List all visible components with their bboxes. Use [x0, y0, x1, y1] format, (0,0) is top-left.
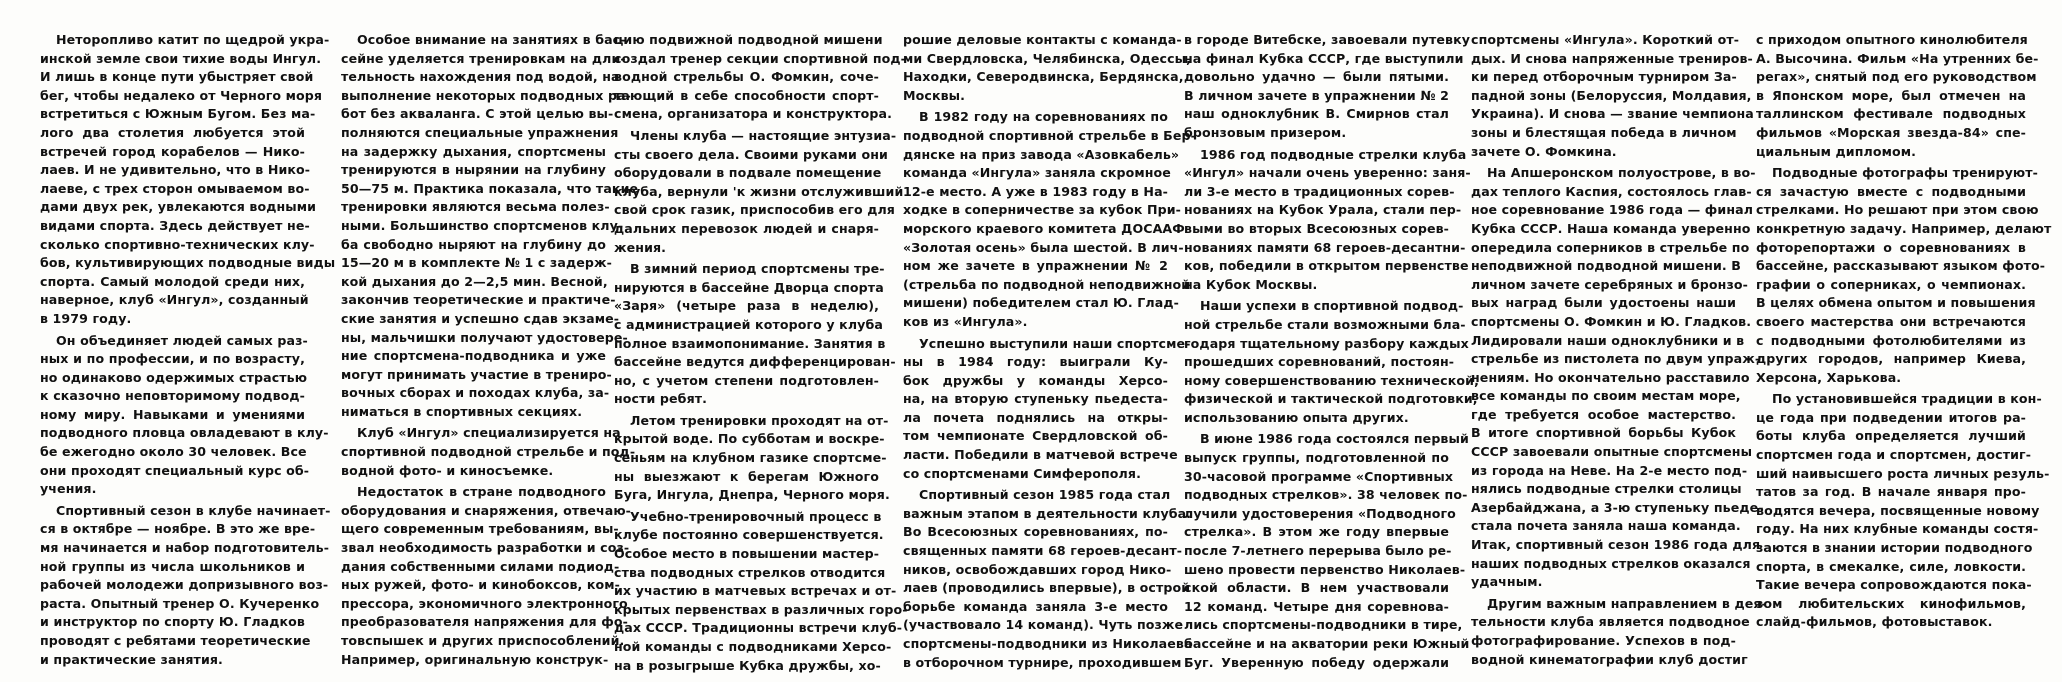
text-line: В зимний период спортсмены тре- — [630, 261, 885, 277]
text-line: фоторепортажи о соревнованиях в — [1756, 239, 2026, 255]
text-line: на, на вторую ступеньку пьедеста- — [903, 391, 1168, 407]
text-line: лись спортсмены-подводники в тире, — [1184, 617, 1463, 633]
text-line: спортсмен года и спортсмен, достиг- — [1756, 447, 2032, 463]
text-line: видами спорта. Здесь действует не- — [40, 217, 310, 233]
text-line: на финал Кубка СССР, где выступили — [1184, 50, 1464, 66]
text-line: В личном зачете в упражнении № 2 — [1184, 87, 1449, 103]
text-line: прессора, экономичного электронного — [341, 595, 628, 611]
text-line: бот без акваланга. С этой целью вы- — [341, 106, 614, 122]
text-line: наш одноклубник В. Смирнов стал — [1184, 106, 1449, 122]
text-line: команда «Ингула» заняла скромное — [903, 165, 1171, 181]
text-line: «Заря» (четыре раза в неделю), — [614, 298, 879, 314]
text-line: спорта, в смекалке, силе, ловкости. — [1756, 558, 2026, 574]
text-line: бассейне, рассказывают языком фото- — [1756, 258, 2046, 274]
text-line: 1986 год подводные стрелки клуба — [1200, 146, 1467, 162]
text-line: звал необходимость разработки и соз- — [341, 540, 630, 556]
text-line: зачете О. Фомкина. — [1471, 143, 1617, 159]
text-line: с подводными фотолюбителями из — [1756, 332, 2026, 348]
text-line: 15—20 м в комплекте № 1 с задерж- — [341, 255, 612, 271]
text-line: бег, чтобы недалеко от Черного моря — [40, 87, 323, 103]
paragraph — [1756, 31, 2039, 161]
text-line: довольно удачно — были пятыми. — [1184, 69, 1449, 85]
paragraph — [903, 31, 1192, 105]
text-line: В июне 1986 года состоялся первый — [1200, 431, 1469, 447]
text-line: Такие вечера сопровождаются пока- — [1756, 577, 2032, 593]
text-line: Буг. Уверенную победу одержали — [1184, 654, 1449, 670]
text-line: но одинаково одержимых страстью — [40, 369, 308, 385]
text-line: водной кинематографии клуб достиг — [1471, 651, 1748, 667]
text-line: Особое место в повышении мастер- — [614, 546, 880, 562]
paragraph — [1184, 31, 1471, 143]
text-line: сты своего дела. Своими руками они — [614, 146, 888, 162]
text-line: спортсмены-подводники из Николаева — [903, 636, 1193, 651]
text-line: 12-е место. А уже в 1983 году в На- — [903, 183, 1168, 199]
text-line: фильмов «Морская звезда-84» спе- — [1756, 124, 2026, 140]
text-line: рабочей молодежи допризывного воз- — [40, 577, 329, 593]
text-line: бок дружбы у команды Херсо- — [903, 372, 1168, 388]
paragraph — [903, 335, 1191, 484]
text-line: могут принимать участие в трениро- — [341, 366, 612, 382]
text-line: клуба, вернули 'к жизни отслуживший — [614, 183, 904, 199]
text-line: боты клуба определяется лучший — [1756, 428, 2026, 444]
text-line: ся в октябре — ноябре. В это же вре- — [40, 521, 316, 537]
text-line: бов, культивирующих подводные виды — [40, 255, 336, 271]
text-line: конкретную задачу. Например, делают — [1756, 220, 2052, 236]
text-line: ному миру. Навыками и умениями — [40, 406, 305, 422]
text-line: мишени) победителем стал Ю. Глад- — [903, 295, 1179, 311]
paragraph — [341, 483, 632, 669]
text-line: товспышек и других приспособлений. — [341, 633, 625, 648]
text-line: физической и тактической подготовки, — [1184, 391, 1478, 407]
text-line: дых. И снова напряженные трениров- — [1471, 50, 1753, 66]
text-line: личном зачете серебряных и бронзо- — [1471, 276, 1748, 292]
text-line: раста. Опытный тренер О. Кучеренко — [40, 595, 320, 611]
text-line: своего мастерства они встречаются — [1756, 313, 2026, 329]
text-line: Подводные фотографы тренируют- — [1772, 165, 2039, 181]
text-line: ной команды с подводниками Херсо- — [614, 639, 892, 654]
text-line: ства подводных стрелков отводится — [614, 564, 886, 580]
text-column-6 — [1471, 31, 1767, 669]
text-line: бассейне и на акватории реки Южный — [1184, 636, 1470, 651]
text-line: ны, мальчишки получают удостовере- — [341, 329, 628, 345]
text-line: ласти. Победили в матчевой встрече — [903, 447, 1178, 463]
text-line: Недостаток в стране подводного — [357, 484, 606, 500]
text-column-3 — [614, 31, 908, 675]
text-line: «Золотая осень» была шестой. В лич- — [903, 239, 1184, 255]
text-line: лаев. И не удивительно, что в Нико- — [40, 162, 311, 178]
text-line: смена, организатора и конструктора. — [614, 106, 892, 122]
text-line: регах», снятый под его руководством — [1756, 69, 2037, 85]
text-line: ны выезжают к берегам Южного — [614, 468, 879, 484]
text-line: со спортсменами Симферополя. — [903, 465, 1141, 481]
text-line: щего современным требованиям, вы- — [341, 521, 619, 537]
paragraph — [1184, 430, 1470, 672]
text-line: нялись подводные стрелки столицы — [1471, 481, 1742, 497]
text-line: дания собственными силами подиод- — [341, 558, 620, 574]
text-line: преобразователя напряжения для фо- — [341, 614, 628, 630]
text-line: и практические занятия. — [40, 651, 223, 667]
text-line: на в розыгрыше Кубка дружбы, хо- — [614, 657, 881, 673]
text-line: подводных стрелков». 38 человек по- — [1184, 487, 1468, 503]
text-line: По установившейся традиции в кон- — [1772, 391, 2042, 407]
text-line: Спортивный сезон 1985 года стал — [919, 487, 1171, 503]
text-line: полняются специальные упражнения — [341, 124, 619, 140]
text-line: В целях обмена опытом и повышения — [1756, 295, 2036, 311]
text-line: падной зоны (Белоруссия, Молдавия, — [1471, 87, 1752, 103]
text-column-2 — [341, 31, 639, 669]
text-column-7 — [1756, 31, 2052, 632]
text-column-1 — [40, 31, 336, 669]
text-line: сейне уделяется тренировкам на дли- — [341, 50, 626, 66]
text-line: И лишь в конце пути убыстряет свой — [40, 69, 314, 85]
text-line: ся зачастую вместе с подводными — [1756, 183, 2026, 199]
paragraph — [614, 260, 896, 409]
text-line: ной стрельбе стали возможными бла- — [1184, 316, 1466, 332]
text-line: лого два столетия любуется этой — [40, 124, 305, 140]
text-line: водятся вечера, посвященные новому — [1756, 502, 2040, 518]
text-line: ходке в соперничестве за кубок При- — [903, 202, 1181, 218]
text-line: А. Высочина. Фильм «На утренних бе- — [1756, 50, 2039, 66]
text-line: Он объединяет людей самых раз- — [56, 332, 308, 348]
text-line: выпуск группы, подготовленной по — [1184, 450, 1449, 466]
text-line: неподвижной подводной мишени. В — [1471, 258, 1741, 274]
text-line: Летом тренировки проходят на от- — [630, 412, 889, 428]
text-line: стрельбе из пистолета по двум упраж- — [1471, 351, 1761, 367]
text-line: 30-часовой программе «Спортивных — [1184, 468, 1454, 484]
paragraph — [903, 486, 1193, 672]
text-line: после 7-летнего перерыва было ре- — [1184, 543, 1452, 559]
text-line: СССР завоевали опытные спортсмены — [1471, 444, 1753, 460]
text-line: борьбе команда заняла 3-е место — [903, 598, 1168, 614]
text-line: спортсмены «Ингула». Короткий от- — [1471, 32, 1740, 47]
text-line: заются в знании истории подводного — [1756, 540, 2033, 556]
paragraph — [1471, 164, 1764, 592]
text-line: водной фото- и киносъемке. — [341, 462, 554, 478]
paragraph — [1471, 595, 1767, 669]
text-line: дах СССР. Традиционны встречи клуб- — [614, 620, 903, 636]
text-line: Учебно-тренировочный процесс в — [630, 508, 882, 524]
paragraph — [1756, 390, 2050, 632]
text-line: их участию в матчевых встречах и от- — [614, 583, 897, 599]
text-line: нованиях на Кубок Урала, стали пер- — [1184, 202, 1462, 218]
text-line: графии о соперниках, о чемпионах. — [1756, 276, 2026, 292]
text-line: выполнение некоторых подводных ра- — [341, 87, 631, 103]
text-column-5 — [1184, 31, 1479, 672]
text-line: (стрельба по подводной неподвижной — [903, 276, 1191, 292]
text-line: морского краевого комитета ДОСААФ — [903, 220, 1185, 236]
text-line: Итак, спортивный сезон 1986 года для — [1471, 537, 1761, 553]
text-line: Находки, Северодвинска, Бердянска, — [903, 69, 1184, 85]
paragraph — [614, 127, 904, 257]
text-line: в отборочном турнире, проходившем — [903, 654, 1182, 670]
text-line: ных и по профессии, и по возрасту, — [40, 351, 305, 367]
paragraph — [341, 424, 636, 480]
text-line: тающий в себе способности спорт- — [614, 87, 879, 103]
text-line: Члены клуба — настоящие энтузиа- — [630, 127, 897, 143]
text-line: наверное, клуб «Ингул», созданный — [40, 292, 309, 308]
text-line: ных ружей, фото- и кинобоксов, ком- — [341, 577, 621, 593]
text-line: 50—75 м. Практика показала, что такие — [341, 180, 639, 196]
text-line: закончив теоретические и практиче- — [341, 292, 616, 308]
text-line: наших подводных стрелков оказался — [1471, 555, 1751, 571]
text-line: мя начинается и набор подготовитель- — [40, 540, 330, 556]
text-line: водной стрельбы О. Фомкин, соче- — [614, 69, 879, 85]
text-line: ба свободно ныряют на глубину до — [341, 236, 606, 252]
text-line: нениям. Но окончательно расставило — [1471, 369, 1750, 385]
text-line: це года при подведении итогов ра- — [1756, 409, 2026, 425]
paragraph — [341, 31, 639, 421]
text-line: других городов, например Киева, — [1756, 351, 2026, 367]
text-line: в городе Витебске, завоевали путевку — [1184, 32, 1471, 47]
text-line: бронзовым призером. — [1184, 124, 1347, 140]
text-line: ской области. В нем участвовали — [1184, 580, 1449, 596]
text-line: рошие деловые контакты с команда- — [903, 32, 1182, 47]
text-line: вых наград были удостоены наши — [1471, 295, 1736, 311]
text-line: Спортивный сезон в клубе начинает- — [56, 502, 331, 518]
text-line: годаря тщательному разбору каждых — [1184, 335, 1469, 351]
text-line: стрелка». В этом же году впервые — [1184, 524, 1449, 540]
text-line: ние спортсмена-подводника и уже — [341, 348, 606, 364]
text-line: ми Свердловска, Челябинска, Одессы, — [903, 50, 1192, 66]
text-line: тельность нахождения под водой, на — [341, 69, 620, 85]
paragraph — [1471, 31, 1754, 161]
text-line: Лидировали наши одноклубники и в — [1471, 332, 1745, 348]
text-line: таллинском фестивале подводных — [1756, 106, 2026, 122]
text-line: все команды по своим местам море, — [1471, 388, 1741, 404]
text-line: стрелками. Но решают при этом свою — [1756, 202, 2039, 218]
text-line: лаев (проводились впервые), в острой — [903, 580, 1191, 596]
text-line: но, с учетом степени подготовлен- — [614, 372, 879, 388]
text-line: цию подвижной подводной мишени — [614, 32, 883, 47]
text-line: ности ребят. — [614, 391, 708, 407]
paragraph — [614, 508, 908, 675]
text-line: В итоге спортивной борьбы Кубок — [1471, 425, 1736, 441]
text-line: жения. — [614, 239, 667, 255]
text-line: татов за год. В начале января про- — [1756, 484, 2026, 500]
text-line: лаеве, с трех сторон омываемом во- — [40, 180, 310, 196]
text-line: подводной спортивной стрельбе в Бер- — [903, 127, 1196, 143]
text-line: проводят с ребятами теоретические — [40, 633, 311, 648]
text-line: ном же зачете в упражнении № 2 — [903, 258, 1168, 274]
text-line: Буга, Ингула, Днепра, Черного моря. — [614, 487, 890, 503]
text-line: полное взаимопонимание. Занятия в — [614, 335, 886, 351]
text-line: сколько спортивно-технических клу- — [40, 236, 315, 252]
text-line: том чемпионате Свердловской об- — [903, 428, 1168, 444]
text-line: к сказочно неповторимому подвод- — [40, 388, 305, 404]
text-line: важным этапом в деятельности клуба. — [903, 505, 1192, 521]
text-line: ной группы из числа школьников и — [40, 558, 305, 574]
text-line: фотографирование. Успехов в под- — [1471, 633, 1736, 648]
text-line: крытых первенствах в различных горо- — [614, 601, 908, 617]
text-line: ному совершенствованию технической, — [1184, 372, 1479, 388]
text-line: свой срок газик, приспособив его для — [614, 202, 895, 218]
text-line: ников, освобождавших город Нико- — [903, 561, 1172, 577]
text-line: где требуется особое мастерство. — [1471, 406, 1736, 422]
text-line: нируются в бассейне Дворца спорта — [614, 279, 884, 295]
text-line: ное соревнование 1986 года — финал — [1471, 202, 1754, 218]
text-line: спортивной подводной стрельбе и под- — [341, 444, 636, 460]
text-line: ла почета поднялись на откры- — [903, 409, 1168, 425]
text-line: Москвы. — [903, 87, 966, 103]
text-line: «Ингул» начали очень уверенно: заня- — [1184, 165, 1471, 181]
text-line: ниматься в спортивных секциях. — [341, 403, 583, 419]
text-line: в Японском море, был отмечен на — [1756, 87, 2026, 103]
text-line: встретиться с Южным Бугом. Без ма- — [40, 106, 316, 122]
text-line: ков из «Ингула». — [903, 313, 1028, 329]
text-line: в 1979 году. — [40, 310, 132, 326]
text-line: и инструктор по спорту Ю. Гладков — [40, 614, 305, 630]
text-line: дянске на приз завода «Азовкабель» — [903, 146, 1180, 162]
text-line: с приходом опытного кинолюбителя — [1756, 32, 2028, 47]
text-line: бе ежегодно около 30 человек. Все — [40, 444, 307, 460]
text-line: подводного пловца овладевают в клу- — [40, 425, 329, 441]
text-line: тренировки являются весьма полез- — [341, 199, 610, 215]
text-line: Кубка СССР. Наша команда уверенно — [1471, 220, 1751, 236]
text-line: лучили удостоверения «Подводного — [1184, 505, 1456, 521]
text-line: из города на Неве. На 2-е место под- — [1471, 462, 1748, 478]
text-line: зоны и блестящая победа в личном — [1471, 124, 1737, 140]
text-line: учения. — [40, 481, 97, 497]
text-line: ны в 1984 году: выиграли Ку- — [903, 354, 1168, 370]
text-line: Во Всесоюзных соревнованиях, по- — [903, 524, 1168, 540]
text-line: выми во вторых Всесоюзных сорев- — [1184, 220, 1449, 236]
text-line: слайд-фильмов, фотовыставок. — [1756, 614, 1993, 630]
text-line: Украина). И снова — звание чемпиона — [1471, 106, 1754, 122]
text-line: ший наивысшего роста личных резуль- — [1756, 465, 2050, 481]
text-line: В 1982 году на соревнованиях по — [919, 109, 1168, 125]
text-line: на задержку дыхания, спортсмены — [341, 143, 606, 159]
text-line: ков, победили в открытом первенстве — [1184, 258, 1469, 274]
text-line: кой дыхания до 2—2,5 мин. Весной, — [341, 273, 608, 289]
paragraph — [1756, 164, 2052, 387]
text-line: ными. Большинство спортсменов клу- — [341, 217, 624, 233]
text-line: вочных сборах и походах клуба, за- — [341, 385, 610, 401]
text-line: году. На них клубные команды состя- — [1756, 521, 2039, 537]
text-line: они проходят специальный курс об- — [40, 462, 310, 478]
text-line: Особое внимание на занятиях в бас- — [357, 32, 626, 47]
text-line: Успешно выступили наши спортсме- — [919, 335, 1191, 351]
text-line: Херсона, Харькова. — [1756, 369, 1902, 385]
text-line: Например, оригинальную конструк- — [341, 651, 609, 667]
text-line: прошедших соревнований, постоян- — [1184, 354, 1455, 370]
text-line: оборудования и снаряжения, отвечаю- — [341, 502, 632, 518]
text-line: бассейне ведутся дифференцирован- — [614, 354, 896, 370]
text-line: тренируются в нырянии на глубину — [341, 162, 606, 178]
text-line: крытой воде. По субботам и воскре- — [614, 431, 885, 447]
text-line: дах теплого Каспия, состоялось глав- — [1471, 183, 1752, 199]
text-line: тельности клуба является подводное — [1471, 614, 1750, 630]
text-line: дами двух рек, увлекаются водными — [40, 199, 317, 215]
text-line: шено провести первенство Николаев- — [1184, 561, 1466, 577]
text-line: Наши успехи в спортивной подвод- — [1200, 298, 1464, 314]
text-line: на Кубок Москвы. — [1184, 276, 1318, 292]
text-line: 12 команд. Четыре дня соревнова- — [1184, 598, 1449, 614]
text-line: нованиях памяти 68 героев-десантни- — [1184, 239, 1466, 255]
text-line: встречей город корабелов — Нико- — [40, 143, 305, 159]
text-line: Неторопливо катит по щедрой укра- — [56, 32, 330, 47]
text-line: На Апшеронском полуострове, в во- — [1487, 165, 1756, 181]
text-line: дальних перевозок людей и снаря- — [614, 220, 879, 236]
paragraph — [1184, 146, 1471, 295]
text-line: священных памяти 68 героев-десант- — [903, 543, 1183, 559]
paragraph — [614, 412, 890, 505]
text-line: оборудовали в подвале помещение — [614, 165, 882, 181]
paragraph — [1184, 297, 1479, 427]
text-line: использованию опыта других. — [1184, 409, 1409, 425]
text-line: опередила соперников в стрельбе по — [1471, 239, 1750, 255]
text-line: клубе постоянно совершенствуется. — [614, 527, 884, 543]
text-line: Азербайджана, а 3-ю ступеньку пьеде- — [1471, 499, 1764, 515]
text-line: Другим важным направлением в дея- — [1487, 595, 1767, 611]
text-line: инской земле свои тихие воды Ингул. — [40, 50, 322, 66]
text-line: с администрацией которого у клуба — [614, 316, 883, 332]
text-line: создал тренер секции спортивной под- — [614, 50, 906, 66]
text-line: спортсмены О. Фомкин и Ю. Гладков. — [1471, 313, 1752, 329]
text-line: ские занятия и успешно сдав экзаме- — [341, 310, 620, 326]
text-line: сеньям на клубном газике спортсме- — [614, 450, 887, 466]
text-column-4 — [903, 31, 1196, 672]
text-line: циальным дипломом. — [1756, 143, 1917, 159]
text-line: удачным. — [1471, 574, 1543, 590]
text-line: зом любительских кинофильмов, — [1756, 595, 2026, 611]
text-line: ли 3-е место в традиционных сорев- — [1184, 183, 1455, 199]
text-line: спорта. Самый молодой среди них, — [40, 273, 305, 289]
paragraph — [40, 332, 329, 499]
paragraph — [40, 31, 336, 329]
text-line: Клуб «Ингул» специализируется на — [357, 425, 621, 441]
text-line: стала почета заняла наша команда. — [1471, 518, 1741, 534]
paragraph — [903, 108, 1196, 331]
paragraph — [40, 502, 331, 669]
text-line: (участвовало 14 команд). Чуть позже — [903, 617, 1184, 633]
text-line: ки перед отборочным турниром За- — [1471, 69, 1737, 85]
paragraph — [614, 31, 906, 124]
